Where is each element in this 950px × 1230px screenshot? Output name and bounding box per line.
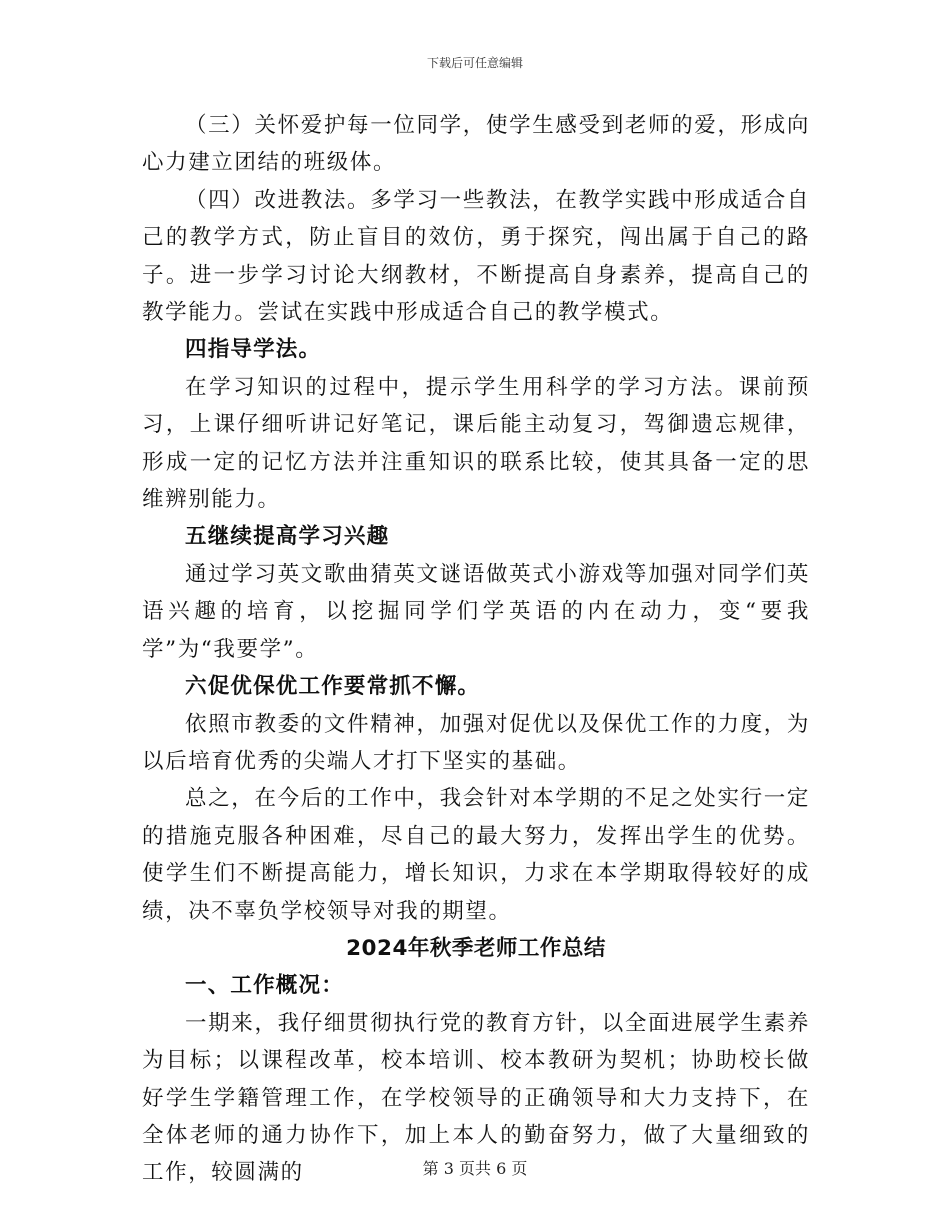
paragraph: 一期来，我仔细贯彻执行党的教育方针，以全面进展学生素养为目标；以课程改革，校本培训、校本教研为契机；协助校长做好学生学籍管理工作，在学校领导的正确领导和大力支持下，在全体老师的通力协作下，加上本人的勤奋努力，做了大量细致的工作，较圆满的: [142, 1010, 810, 1186]
paragraph: 通过学习英文歌曲猜英文谜语做英式小游戏等加强对同学们英语兴趣的培育，以挖掘同学们学英语的内在动力，变“要我学”为“我要学”。: [142, 561, 810, 662]
paragraph: 总之，在今后的工作中，我会针对本学期的不足之处实行一定的措施克服各种困难，尽自己的最大努力，发挥出学生的优势。使学生们不断提高能力，增长知识，力求在本学期取得较好的成绩，决不辜负学校领导对我的期望。: [142, 786, 810, 924]
paragraph: 在学习知识的过程中，提示学生用科学的学习方法。课前预习，上课仔细听讲记好笔记，课后能主动复习，驾御遗忘规律，形成一定的记忆方法并注重知识的联系比较，使其具备一定的思维辨别能力。: [142, 374, 810, 513]
section-heading: 四指导学法。: [185, 337, 322, 363]
paragraph: （四）改进教法。多学习一些教法，在教学实践中形成适合自己的教学方式，防止盲目的效仿，勇于探究，闯出属于自己的路子。进一步学习讨论大纲教材，不断提高自身素养，提高自己的教学能力。尝试在实践中形成适合自己的教学模式。: [142, 187, 810, 326]
page-header: 下载后可任意编辑: [426, 56, 523, 70]
paragraph: （三）关怀爱护每一位同学，使学生感受到老师的爱，形成向心力建立团结的班级体。: [142, 113, 810, 176]
paragraph: 依照市教委的文件精神，加强对促优以及保优工作的力度，为以后培育优秀的尖端人才打下坚实的基础。: [142, 711, 810, 774]
section-heading: 六促优保优工作要常抓不懈。: [185, 674, 481, 700]
document-body: [142, 107, 810, 1192]
section-heading: 一、工作概况：: [185, 973, 344, 999]
page-footer: 第 3 页共 6 页: [422, 1159, 528, 1178]
section-heading: 五继续提高学习兴趣: [185, 524, 390, 550]
document-title: 2024年秋季老师工作总结: [346, 935, 606, 961]
